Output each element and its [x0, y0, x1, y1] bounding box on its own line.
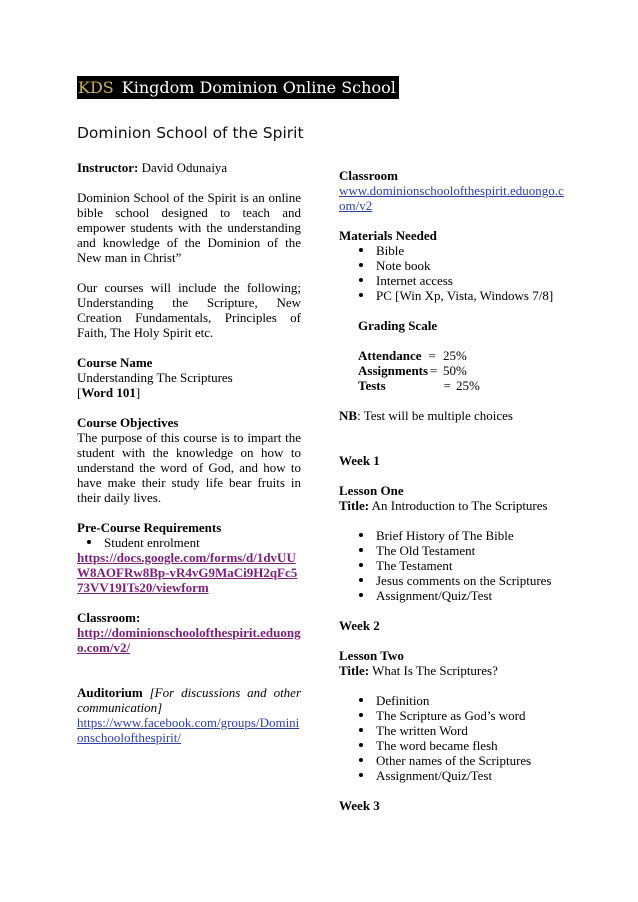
list-item: Other names of the Scriptures — [359, 753, 564, 768]
document-title: Dominion School of the Spirit — [77, 124, 304, 142]
bracket-open: [ — [77, 385, 82, 400]
auditorium-line — [77, 685, 301, 715]
lesson-2-heading: Lesson Two — [339, 648, 404, 663]
week-2-heading: Week 2 — [339, 618, 380, 633]
nb-text: : Test will be multiple choices — [357, 408, 513, 423]
bracket-close: ] — [135, 385, 141, 400]
bullet-icon — [359, 278, 363, 282]
materials-list — [339, 243, 564, 303]
grading-row: Assignments = 50% — [358, 363, 467, 378]
nb-label: NB — [339, 408, 358, 423]
lesson-1-heading: Lesson One — [339, 483, 404, 498]
prereq-list — [77, 535, 301, 550]
right-classroom-link[interactable]: www.dominionschoolofthespirit.eduongo.com/v2 — [339, 183, 564, 213]
intro-paragraph: Dominion School of the Spirit is an online bible school designed to teach and empower students with the understanding and knowledge of the Dominion of the New man in Christ” — [77, 190, 301, 265]
bullet-icon — [359, 293, 363, 297]
grading-table — [339, 348, 564, 393]
course-code: Word 101 — [81, 385, 136, 400]
prereq-form-link[interactable]: https://docs.google.com/forms/d/1dvUUW8AOFRw8Bp-vR4vG9MaCi9H2qFc573VV19ITs20/viewform — [77, 550, 298, 595]
bullet-icon — [359, 773, 363, 777]
materials-heading: Materials Needed — [339, 228, 437, 243]
bullet-icon — [359, 713, 363, 717]
school-abbr: KDS — [78, 78, 114, 97]
auditorium-link[interactable]: https://www.facebook.com/groups/Dominionschoolofthespirit/ — [77, 715, 300, 745]
week-3-heading: Week 3 — [339, 798, 380, 813]
instructor-name: David Odunaiya — [141, 160, 228, 175]
list-item: The word became flesh — [359, 738, 564, 753]
list-item: Jesus comments on the Scriptures — [359, 573, 564, 588]
list-item: The Testament — [359, 558, 564, 573]
objectives-paragraph: The purpose of this course is to impart the student with the knowledge on how to understand the word of God, and how to have make their study life bear fruits in their daily lives. — [77, 430, 301, 505]
bullet-icon — [359, 248, 363, 252]
nb-line — [339, 408, 564, 423]
list-item: Assignment/Quiz/Test — [359, 768, 564, 783]
list-item: Assignment/Quiz/Test — [359, 588, 564, 603]
grading-heading: Grading Scale — [358, 318, 438, 333]
bullet-icon — [359, 533, 363, 537]
courses-paragraph: Our courses will include the following; Understanding the Scripture, New Creation Fundamentals, Principles of Faith, The Holy Spirit etc. — [77, 280, 301, 340]
grading-row: Tests = 25% — [358, 378, 480, 393]
left-classroom-heading: Classroom: — [77, 610, 141, 625]
list-item: The Scripture as God’s word — [359, 708, 564, 723]
objectives-heading: Course Objectives — [77, 415, 179, 430]
instructor-label: Instructor: — [77, 160, 139, 175]
instructor-line — [77, 160, 301, 175]
bullet-icon — [359, 593, 363, 597]
lesson-1-list — [339, 528, 564, 603]
list-item: PC [Win Xp, Vista, Windows 7/8] — [359, 288, 564, 303]
list-item: Definition — [359, 693, 564, 708]
list-item: Bible — [359, 243, 564, 258]
list-item: Internet access — [359, 273, 564, 288]
bullet-icon — [87, 540, 91, 544]
auditorium-label: Auditorium — [77, 685, 143, 700]
bullet-icon — [359, 263, 363, 267]
bullet-icon — [359, 563, 363, 567]
auditorium-note: [For discussions and other communication] — [77, 685, 302, 715]
bullet-icon — [359, 743, 363, 747]
course-name: Understanding The Scriptures — [77, 370, 233, 385]
right-classroom-heading: Classroom — [339, 168, 398, 183]
bullet-icon — [359, 698, 363, 702]
school-banner — [77, 76, 399, 99]
left-column — [77, 160, 301, 745]
lesson-2-list — [339, 693, 564, 783]
bullet-icon — [359, 578, 363, 582]
grading-row: Attendance = 25% — [358, 348, 467, 363]
school-name: Kingdom Dominion Online School — [121, 78, 396, 97]
list-item: Note book — [359, 258, 564, 273]
course-name-heading: Course Name — [77, 355, 153, 370]
lesson-1-title: Title: An Introduction to The Scriptures — [339, 498, 548, 513]
week-1-heading: Week 1 — [339, 453, 380, 468]
bullet-icon — [359, 548, 363, 552]
lesson-2-title: Title: What Is The Scriptures? — [339, 663, 498, 678]
bullet-icon — [359, 728, 363, 732]
right-column — [339, 168, 564, 813]
list-item: The written Word — [359, 723, 564, 738]
list-item: Student enrolment — [87, 535, 301, 550]
list-item: Brief History of The Bible — [359, 528, 564, 543]
prereq-heading: Pre-Course Requirements — [77, 520, 222, 535]
bullet-icon — [359, 758, 363, 762]
list-item: The Old Testament — [359, 543, 564, 558]
left-classroom-link[interactable]: http://dominionschoolofthespirit.eduongo.com/v2/ — [77, 625, 301, 655]
course-code-line — [77, 385, 301, 400]
